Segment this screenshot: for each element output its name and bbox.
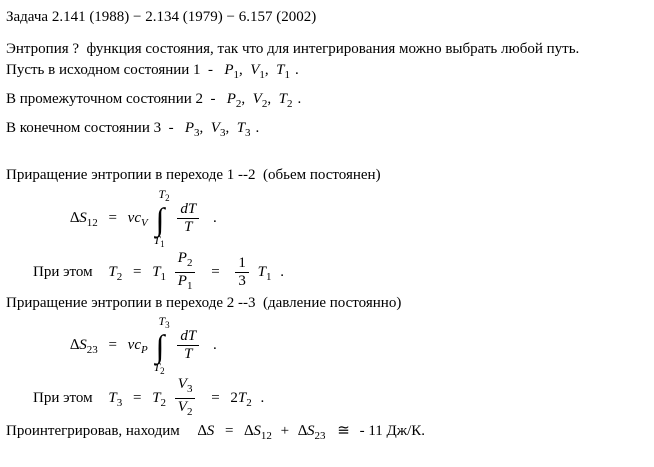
subscript: 3	[245, 127, 251, 139]
var-t: T	[152, 263, 161, 280]
integral-lower-bound	[153, 361, 164, 377]
equals-sign: =	[108, 210, 117, 226]
entropy-symbol: S	[79, 337, 87, 353]
var-p: P	[184, 120, 195, 136]
bound-var: T	[158, 186, 166, 201]
two-t2-term	[230, 389, 252, 409]
bound-subscript: 3	[165, 319, 170, 330]
equals-sign: =	[211, 389, 220, 406]
integral-sign: ∫	[155, 327, 165, 364]
bound-subscript: 2	[160, 365, 165, 376]
subscript: 2	[186, 406, 193, 418]
var-v: V	[250, 62, 260, 78]
var-t: T	[236, 120, 246, 136]
t3-term	[108, 389, 123, 409]
bound-var: T	[158, 313, 166, 328]
subscript: 2	[261, 98, 268, 110]
integral-upper-bound	[158, 315, 169, 331]
t1-result-term	[257, 263, 272, 283]
state-1-text: Пусть в исходном состоянии 1 -	[6, 62, 221, 78]
subscript: 3	[116, 396, 123, 409]
var-t3	[236, 120, 251, 139]
pri-etom-label: При этом	[33, 389, 93, 406]
section-heading-2	[6, 294, 654, 312]
period: .	[295, 62, 299, 78]
var-p: P	[177, 273, 187, 289]
problem-title	[6, 8, 654, 26]
nu-c-symbol: νc	[127, 210, 141, 226]
entropy-symbol: S	[307, 423, 315, 439]
t2-term	[152, 389, 167, 409]
var-v2	[252, 91, 268, 110]
subscript: 3	[186, 383, 193, 395]
fraction-p2-p1	[175, 250, 196, 295]
period: .	[297, 91, 302, 107]
bound-var: T	[153, 359, 161, 374]
var-v1	[250, 62, 265, 81]
subscript: 3	[194, 127, 200, 139]
formula-delta-s23	[70, 314, 654, 376]
subscript: 1	[259, 69, 265, 81]
var-t: T	[276, 62, 285, 78]
delta-s12-term	[70, 210, 98, 229]
subscript: 1	[160, 270, 167, 283]
intro-line	[6, 40, 654, 58]
fraction-denominator: T	[184, 346, 193, 363]
var-t: T	[108, 389, 117, 406]
subscript-p: P	[140, 344, 148, 356]
subscript: 2	[246, 396, 252, 409]
fraction-denominator	[175, 399, 196, 421]
bound-subscript: 1	[160, 238, 165, 249]
subscript: 2	[116, 270, 123, 283]
problem-title-text: Задача 2.141 (1988) − 2.134 (1979) − 6.157 (2002)	[6, 9, 317, 25]
subscript-v: V	[140, 217, 148, 229]
t2-term	[108, 263, 123, 283]
conclusion-label: Проинтегрировав, находим	[6, 423, 180, 439]
approx-equal-sign: ≅	[337, 423, 350, 439]
separator: ,	[241, 91, 249, 107]
fraction-numerator	[175, 250, 196, 273]
equals-sign: =	[132, 263, 142, 280]
var-p: P	[224, 62, 234, 78]
subscript: 2	[160, 396, 167, 409]
fraction-v3-v2	[175, 376, 196, 421]
period: .	[260, 389, 265, 406]
fraction-denominator: T	[184, 219, 193, 236]
var-v: V	[252, 91, 262, 107]
var-t: T	[278, 91, 287, 107]
state-line-1	[6, 58, 654, 87]
fraction-denominator: 3	[238, 273, 246, 289]
bound-var: T	[153, 232, 161, 247]
delta-symbol: ∆	[70, 210, 80, 226]
subscript: 2	[286, 98, 293, 110]
period: .	[255, 120, 260, 136]
intro-text: Энтропия ? функция состояния, так что для интегрирования можно выбрать любой путь.	[6, 41, 580, 57]
equals-sign: =	[132, 389, 142, 406]
subscript: 23	[86, 344, 98, 356]
nu-cp-term	[127, 337, 148, 356]
state-line-3	[6, 116, 654, 145]
t3-relation-line	[33, 376, 654, 418]
section-1-text: Приращение энтропии в переходе 1 --2 (обьем постоянен)	[6, 167, 381, 183]
integral-t1-t2	[153, 186, 170, 250]
var-t: T	[237, 389, 247, 406]
state-3-text: В конечном состоянии 3 -	[6, 120, 182, 136]
nu-c-symbol: νc	[127, 337, 141, 353]
period: .	[213, 337, 217, 353]
subscript: 1	[284, 69, 290, 81]
entropy-symbol: S	[206, 423, 215, 439]
integral-sign: ∫	[155, 200, 165, 237]
fraction-numerator: dT	[177, 201, 199, 219]
separator: ,	[264, 62, 273, 78]
var-t2	[278, 91, 293, 110]
separator: ,	[238, 62, 247, 78]
integral-t2-t3	[153, 313, 170, 377]
separator: ,	[199, 120, 208, 136]
delta-s12-term	[244, 423, 272, 442]
var-p: P	[226, 91, 236, 107]
subscript: 12	[86, 217, 98, 229]
pri-etom-label: При этом	[33, 263, 93, 280]
var-p2	[226, 91, 242, 110]
fraction-denominator	[175, 273, 196, 295]
var-v: V	[177, 399, 187, 415]
subscript: 23	[314, 430, 326, 442]
subscript: 1	[266, 270, 272, 283]
t1-term	[152, 263, 167, 283]
var-t: T	[108, 263, 117, 280]
var-v3	[210, 120, 226, 139]
section-heading-1	[6, 166, 654, 184]
subscript: 3	[219, 127, 226, 139]
subscript: 2	[186, 257, 193, 269]
fraction-numerator	[175, 376, 196, 399]
period: .	[280, 263, 285, 280]
var-p3	[184, 120, 200, 139]
equals-sign: =	[224, 423, 234, 439]
t2-relation-line	[33, 250, 654, 292]
fraction-one-third	[235, 255, 249, 290]
state-2-text: В промежуточном состоянии 2 -	[6, 91, 223, 107]
delta-s23-term	[70, 337, 98, 356]
delta-s-term	[198, 423, 215, 439]
delta-symbol: ∆	[197, 423, 207, 439]
separator: ,	[267, 91, 275, 107]
subscript: 1	[186, 280, 193, 292]
var-t1	[276, 62, 290, 81]
formula-delta-s12	[70, 186, 654, 250]
fraction-dt-t	[177, 328, 199, 363]
var-p: P	[177, 250, 187, 266]
separator: ,	[225, 120, 233, 136]
delta-s23-term	[297, 423, 326, 442]
integral-upper-bound	[158, 188, 169, 204]
var-t: T	[257, 263, 267, 280]
delta-symbol: ∆	[244, 423, 254, 439]
bound-subscript: 2	[165, 192, 170, 203]
integral-lower-bound	[153, 234, 164, 250]
nu-cv-term	[127, 210, 148, 229]
equals-sign: =	[211, 263, 220, 280]
fraction-numerator: dT	[177, 328, 199, 346]
var-t: T	[152, 389, 161, 406]
fraction-dt-t	[177, 201, 199, 236]
entropy-symbol: S	[253, 423, 261, 439]
state-line-2	[6, 87, 654, 116]
var-v: V	[177, 376, 187, 392]
entropy-symbol: S	[79, 210, 87, 226]
subscript: 2	[235, 98, 242, 110]
delta-symbol: ∆	[297, 423, 307, 439]
equals-sign: =	[108, 337, 117, 353]
subscript: 12	[260, 430, 272, 442]
delta-symbol: ∆	[70, 337, 80, 353]
subscript: 1	[233, 69, 239, 81]
conclusion-line	[6, 421, 654, 446]
result-value: - 11 Дж/К.	[359, 423, 426, 439]
fraction-numerator: 1	[235, 255, 249, 273]
section-2-text: Приращение энтропии в переходе 2 --3 (давление постоянно)	[6, 295, 402, 311]
coefficient: 2	[230, 389, 238, 406]
period: .	[213, 210, 217, 226]
var-v: V	[210, 120, 220, 136]
var-p1	[224, 62, 239, 81]
plus-sign: +	[280, 423, 290, 439]
